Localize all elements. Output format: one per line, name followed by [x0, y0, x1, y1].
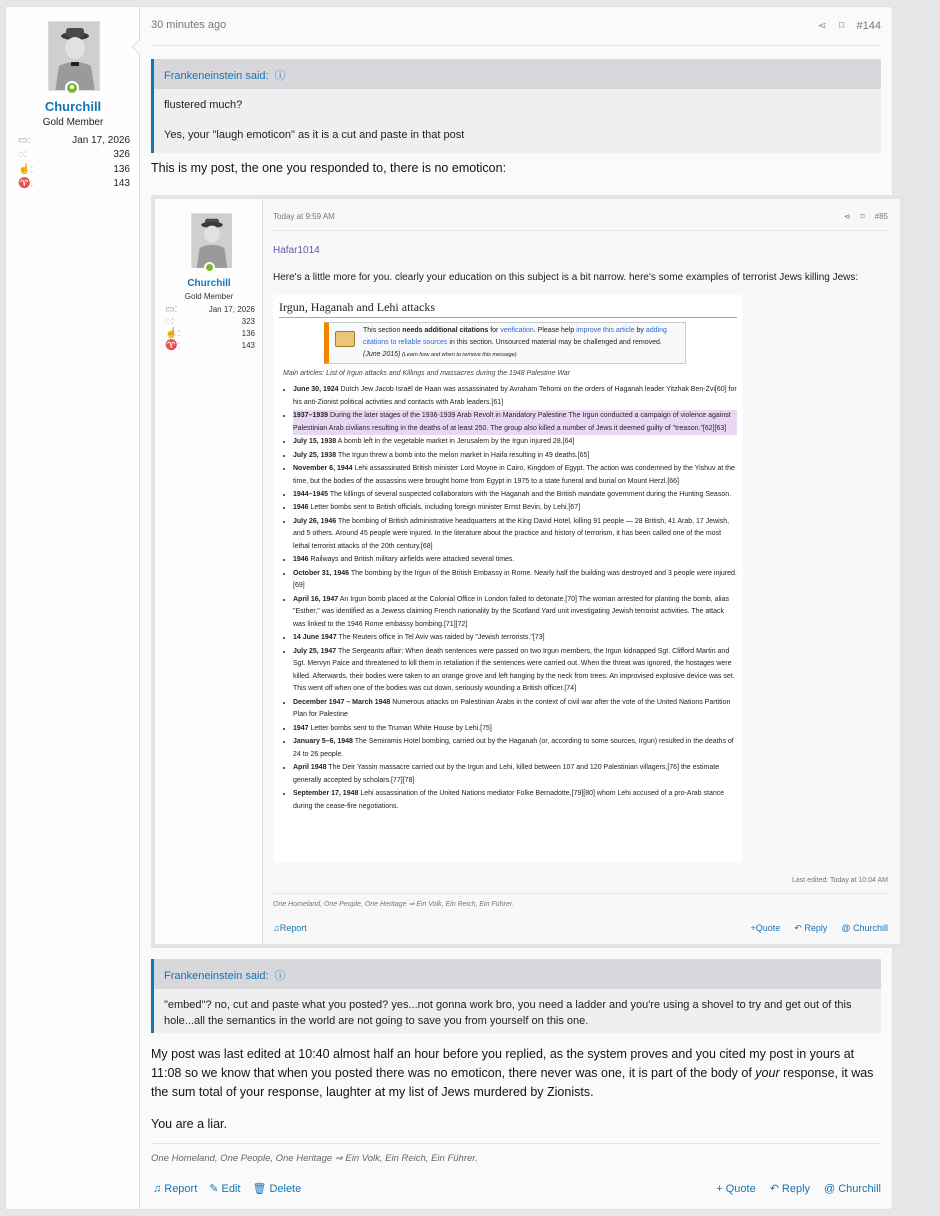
item-text: Dutch Jew Jacob Israël de Haan was assassinated by Avraham Tehomi on the orders of Haganah leader Yitzhak Ben-Zvi[60] for his anti-Zionist political activities and contacts with Arab leaders.[61] — [293, 386, 737, 406]
item-date: January 5–6, 1948 — [293, 738, 353, 746]
wiki-notice — [324, 322, 686, 364]
reply-icon: ↶ — [769, 1183, 779, 1195]
reply-label: Reply — [781, 1182, 811, 1195]
embedded-reply — [794, 923, 827, 934]
divider — [273, 893, 888, 894]
wiki-item — [293, 632, 737, 645]
embedded-actions-left — [273, 923, 307, 933]
at-icon: @ — [841, 923, 853, 933]
bell-icon: ♫ — [273, 923, 280, 933]
jump-to-quote-icon[interactable]: ⓘ — [271, 970, 286, 982]
author-username[interactable]: Churchill — [44, 99, 102, 114]
bookmark-icon: ⌑ — [860, 212, 865, 221]
divider — [151, 45, 881, 46]
item-text: Numerous attacks on Palestinian Arabs in the context of civil war after the vote of the United Nations Partition Plan for Palestine — [293, 698, 731, 719]
calendar-icon: ▭: — [165, 303, 178, 315]
forum-post — [5, 6, 893, 1210]
divider — [273, 230, 888, 231]
wiki-item — [293, 450, 737, 463]
post-time[interactable]: 30 minutes ago — [151, 19, 227, 31]
item-date: October 31, 1946 — [293, 569, 350, 577]
item-text: Letter bombs sent to the Truman White House by Lehi.[75] — [308, 724, 492, 732]
notice-text: needs additional citations — [402, 326, 489, 334]
plus-icon: + — [750, 923, 756, 933]
wiki-main-articles: Main articles: List of Irgun attacks and Killings and massacres during the 1948 Palestine War — [283, 369, 571, 377]
edit-button[interactable] — [209, 1182, 240, 1195]
item-text: During the later stages of the 1936-1939 Arab Revolt in Mandatory Palestine The Irgun conducted a campaign of violence against Palestinian Arab civilians resulting in the deaths of at least 250. The group also killed a number of Jews it deemed guilty of "treason."[62][63] — [293, 412, 731, 432]
bell-icon: ♫ — [153, 1182, 162, 1195]
post-author-panel — [6, 7, 140, 1209]
stat-points — [18, 177, 130, 192]
item-text: An Irgun bomb placed at the Colonial Office in London failed to detonate.[70] The woman arrested for planting the bomb, alias "Esther," was identified as a Jewess claiming French nationality by the Scotland Yard unit investigating Jewish terrorist activities. The attack was linked to the 1946 Rome embassy bombing.[71][72] — [293, 595, 729, 628]
quote-line: flustered much? — [164, 99, 243, 111]
stat-reactions — [18, 162, 130, 177]
at-icon: @ — [824, 1182, 836, 1195]
embedded-post-number: #85 — [874, 212, 888, 221]
item-date: September 17, 1948 — [293, 790, 359, 798]
post-number[interactable]: #144 — [856, 19, 881, 32]
embedded-mention-label: Churchill — [852, 923, 888, 933]
wiki-item — [293, 436, 737, 449]
notice-text: for — [488, 326, 501, 334]
item-text: The bombing of British administrative headquarters at the King David Hotel, killing 91 people — 28 British, 41 Arab, 17 Jewish, and 5 others. Around 45 people were injured. In the literature about the practice and history of terrorism, it has been called one of the most lethal terrorist attacks of the 20th century.[68] — [293, 517, 730, 550]
quote-label: Quote — [725, 1182, 756, 1195]
book-icon — [335, 331, 355, 347]
intro-text: This is my post, the one you responded to, there is no emoticon: — [151, 161, 507, 175]
item-date: 14 June 1947 — [293, 634, 337, 642]
edit-label: Edit — [221, 1182, 241, 1195]
embedded-main — [263, 199, 900, 944]
quote-author[interactable]: Frankeneinstein said: — [164, 70, 269, 82]
item-text: The bombing by the Irgun of the British Embassy in Rome. Nearly half the building was destroyed and 3 people were injured.[69] — [293, 569, 737, 590]
report-button[interactable] — [153, 1182, 197, 1195]
wiki-item — [293, 554, 737, 567]
calendar-icon: ▭: — [18, 134, 31, 146]
wiki-item — [293, 788, 737, 813]
report-label: Report — [164, 1182, 198, 1195]
post-body-paragraph — [151, 1045, 881, 1102]
quote-body — [154, 89, 881, 151]
embedded-signature: One Homeland, One People, One Heritage ⇒ Ein Volk, Ein Reich, Ein Führer. — [273, 901, 514, 908]
pencil-icon: ✎ — [209, 1183, 219, 1195]
item-date: July 25, 1938 — [293, 451, 337, 459]
stat-value: 323 — [241, 316, 255, 326]
stat-joined — [18, 133, 130, 148]
item-date: July 15, 1938 — [293, 438, 337, 446]
embedded-tools — [844, 212, 888, 221]
divider — [151, 1143, 881, 1144]
embedded-reply-label: Reply — [804, 923, 828, 933]
wiki-item — [293, 384, 737, 409]
thumbs-up-icon: ☝: — [18, 163, 34, 175]
item-date: December 1947 – March 1948 — [293, 698, 391, 706]
embedded-stats — [165, 303, 255, 351]
signature: One Homeland, One People, One Heritage ⇒ Ein Volk, Ein Reich, Ein Führer. — [151, 1153, 478, 1164]
wiki-item — [293, 463, 737, 488]
stat-value: 143 — [113, 178, 130, 190]
notice-date: (June 2015) — [363, 350, 401, 358]
stat-value: Jan 17, 2026 — [208, 304, 255, 314]
wiki-item — [293, 762, 737, 787]
share-icon[interactable]: ⋖ — [817, 20, 827, 32]
wiki-item-highlighted — [293, 410, 737, 435]
embedded-author-panel — [155, 199, 263, 944]
stat-messages — [165, 315, 255, 327]
item-text: Lehi assassinated British minister Lord Moyne in Cairo, Kingdom of Egypt. The action was condemned by the Yishuv at the time, but the bodies of the assassins were brought home from Egypt in 1975 to a state funeral and burial on Mount Herzl.[66] — [293, 464, 735, 485]
item-date: November 6, 1944 — [293, 464, 353, 472]
share-icon: ⋖ — [843, 212, 851, 221]
stat-reactions — [165, 327, 255, 339]
embedded-last-edited: Last edited: Today at 10:04 AM — [792, 877, 888, 884]
post-body-paragraph: You are a liar. — [151, 1117, 227, 1131]
quote-author[interactable]: Frankeneinstein said: — [164, 970, 269, 982]
wiki-excerpt — [273, 295, 743, 863]
embedded-username: Churchill — [187, 278, 231, 289]
quote-header[interactable] — [154, 959, 881, 989]
delete-button[interactable] — [252, 1182, 301, 1195]
body-text: response, it was the sum total of your response, laughter at my list of Jews murdered by Zionists. — [151, 1066, 874, 1099]
item-date: 1944–1945 — [293, 490, 329, 498]
trophy-icon: ♈: — [18, 178, 34, 190]
post-main — [140, 7, 892, 1209]
embedded-report-label: Report — [279, 923, 307, 933]
trash-icon: 🗑 — [252, 1183, 267, 1195]
stat-joined — [165, 303, 255, 315]
notice-text: in this section. Unsourced material may be challenged and removed. — [447, 338, 662, 346]
wiki-item — [293, 502, 737, 515]
wiki-item — [293, 723, 737, 736]
online-status-icon — [65, 81, 79, 95]
embedded-actions-right — [750, 923, 888, 934]
notice-link: verification — [500, 326, 534, 334]
item-text: The Semiramis Hotel bombing, carried out by the Haganah (or, according to some sources, Irgun) resulted in the deaths of 24 to 26 people. — [293, 738, 734, 758]
item-date: April 16, 1947 — [293, 595, 339, 603]
stat-value: 136 — [113, 163, 130, 175]
quote-button[interactable] — [716, 1182, 755, 1195]
quote-line: Yes, your "laugh emoticon" as it is a cut and paste in that post — [164, 129, 465, 141]
post-tools — [818, 19, 881, 32]
mention-label: Churchill — [838, 1182, 881, 1195]
mention-button[interactable] — [824, 1182, 881, 1195]
stat-value: 136 — [241, 328, 255, 338]
item-text: A bomb left in the vegetable market in Jerusalem by the Irgun injured 28.[64] — [336, 438, 575, 446]
stat-value: 326 — [113, 149, 130, 161]
plus-icon: + — [716, 1182, 723, 1195]
wiki-list — [279, 384, 737, 813]
reply-icon: ↶ — [794, 923, 805, 933]
item-text: Railways and British military airfields were attacked several times. — [308, 556, 515, 564]
messages-icon: ◌: — [165, 315, 174, 327]
item-date: July 26, 1946 — [293, 517, 337, 525]
quote-header[interactable] — [154, 59, 881, 89]
embedded-user-title: Gold Member — [184, 292, 234, 301]
thumbs-up-icon: ☝: — [165, 327, 181, 339]
wiki-item — [293, 646, 737, 696]
item-date: July 25, 1947 — [293, 647, 337, 655]
item-text: The Deir Yassin massacre carried out by the Irgun and Lehi, killed between 107 and 120 Palestinian villagers,[76] the estimate generally accepted by scholars.[77][78] — [293, 764, 720, 784]
item-date: 1946 — [293, 504, 309, 512]
stat-value: Jan 17, 2026 — [72, 134, 130, 146]
author-stats — [18, 133, 130, 191]
item-text: The Irgun threw a bomb into the melon market in Haifa resulting in 49 deaths.[65] — [336, 451, 590, 459]
body-emphasis: your — [755, 1066, 780, 1080]
messages-icon: ◌: — [18, 149, 27, 161]
notice-link: improve this article — [576, 326, 635, 334]
quote-block — [151, 959, 881, 1033]
item-date: 1947 — [293, 724, 309, 732]
item-date: 1937–1939 — [293, 412, 329, 420]
delete-label: Delete — [269, 1182, 302, 1195]
quote-body: "embed"? no, cut and paste what you posted? yes...not gonna work bro, you need a ladder and you're using a shovel to try and get out of this hole...all the semantics in the world are not going to save you from yourself on this one. — [164, 999, 852, 1027]
notice-link: adding citations to reliable sources — [363, 326, 667, 346]
notice-learn: (Learn how and when to remove this message) — [400, 351, 517, 358]
wiki-heading: Irgun, Haganah and Lehi attacks — [279, 301, 737, 318]
online-status-icon — [204, 262, 215, 273]
item-date: 1946 — [293, 556, 309, 564]
item-text: The killings of several suspected collaborators with the Haganah and the British mandate government during the Hunting Season. — [328, 490, 732, 498]
embedded-text: Here's a little more for you. clearly your education on this subject is a bit narrow. here's some examples of terrorist Jews killing Jews: — [273, 272, 859, 283]
notice-text: by — [634, 326, 646, 334]
embedded-mention: Hafar1014 — [273, 245, 320, 256]
item-text: Letter bombs sent to British officials, including foreign minister Ernst Bevin, by Lehi.[67] — [308, 504, 581, 512]
stat-value: 143 — [241, 340, 255, 350]
embedded-quote-label: Quote — [755, 923, 781, 933]
post-actions-left — [153, 1182, 301, 1195]
embedded-avatar — [191, 213, 231, 267]
trophy-icon: ♈: — [165, 339, 181, 351]
bookmark-icon[interactable]: ⌑ — [838, 20, 845, 32]
post-actions-right — [716, 1182, 881, 1195]
wiki-item — [293, 697, 737, 722]
embedded-post — [155, 199, 900, 944]
embedded-quote — [750, 923, 780, 934]
notice-text: . Please help — [533, 326, 577, 334]
body-text: My post was last edited at 10:40 almost half an hour before you replied, as the system proves and you cited my post in yours at 11:08 so we know that when you posted there was no emoticon, there never was one, it is part of the body of — [151, 1047, 855, 1080]
stat-points — [165, 339, 255, 351]
wiki-item — [293, 594, 737, 632]
embedded-mention — [841, 923, 888, 934]
wiki-item — [293, 568, 737, 593]
embedded-time: Today at 9:59 AM — [273, 212, 335, 221]
item-date: April 1948 — [293, 764, 327, 772]
stat-messages — [18, 148, 130, 163]
author-title: Gold Member — [42, 117, 104, 128]
jump-to-quote-icon[interactable]: ⓘ — [271, 70, 286, 82]
wiki-item — [293, 489, 737, 502]
item-text: The Sergeants affair: When death sentences were passed on two Irgun members, the Irgun kidnapped Sgt. Clifford Martin and Sgt. Mervyn Paice and threatened to kill them in retaliation if the sentences were carried out. When the threat was ignored, the hostages were killed. Afterwards, their bodies were taken to an orange grove and left hanging by the neck from trees. An improvised explosive device was set. This went off when one of the bodies was cut down, seriously wounding a British officer.[74] — [293, 647, 735, 693]
wiki-item — [293, 516, 737, 554]
quote-block — [151, 59, 881, 153]
item-date: June 30, 1924 — [293, 386, 339, 394]
notice-text: This section — [363, 326, 403, 334]
reply-button[interactable] — [770, 1182, 810, 1195]
embedded-screenshot — [151, 195, 904, 948]
wiki-item — [293, 736, 737, 761]
item-text: The Reuters office in Tel Aviv was raided by "Jewish terrorists."[73] — [336, 634, 545, 642]
item-text: Lehi assassination of the United Nations mediator Folke Bernadotte,[79][80] whom Lehi accused of a pro-Arab stance during the cease-fire negotiations. — [293, 790, 725, 810]
